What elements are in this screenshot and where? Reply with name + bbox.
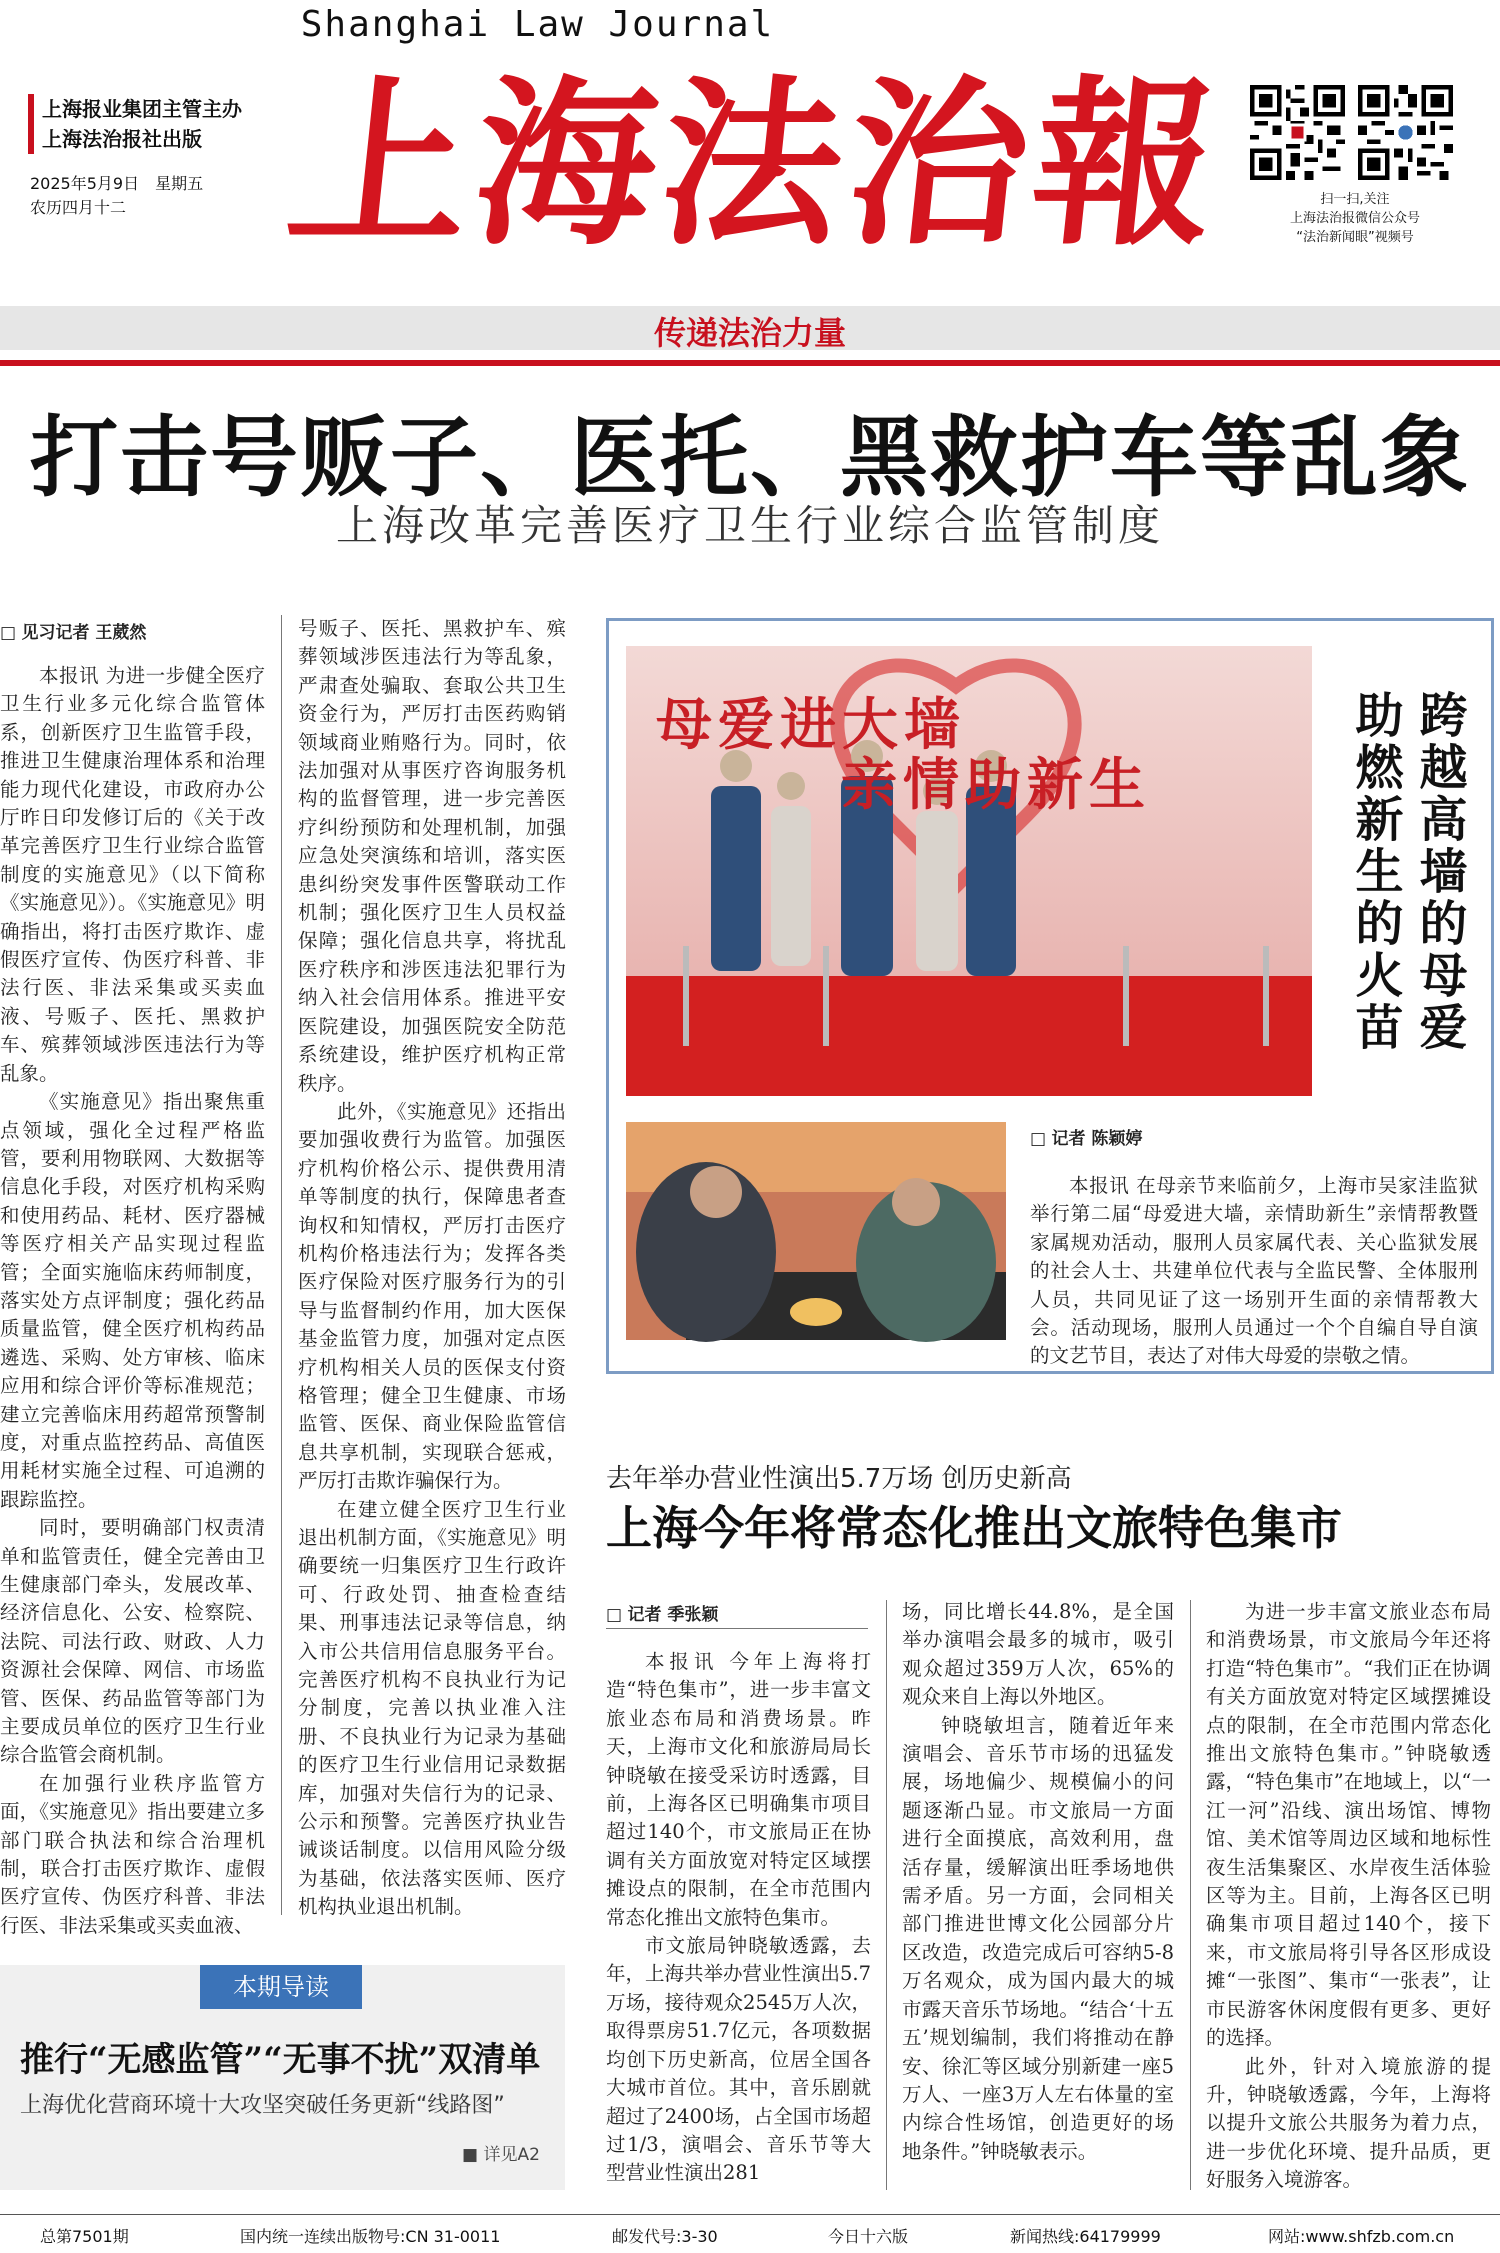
market-column-3 — [1206, 1598, 1491, 2193]
market-headline[interactable]: 上海今年将常态化推出文旅特色集市 — [606, 1501, 1342, 1555]
postal-code: 邮发代号:3-30 — [612, 2227, 718, 2246]
market-column-2 — [902, 1598, 1174, 2193]
lead-column-1 — [0, 662, 265, 1937]
feature-byline: □ 记者 陈颖婷 — [1030, 1124, 1142, 1149]
feature-title[interactable] — [1342, 690, 1472, 1070]
lead-paragraph: 同时，要明确部门权责清单和监管责任，健全完善由卫生健康部门牵头，发展改革、经济信息化、公安、检察院、法院、司法行政、财政、人力资源社会保障、网信、市场监管、医保、药品监管等部门为主要成员单位的医疗卫生行业综合监管会商机制。 — [0, 1516, 265, 1767]
meal-scene-illustration — [626, 1122, 1006, 1340]
market-paragraph: 本报讯 今年上海将打造“特色集市”，进一步丰富文旅业态布局和消费场景。昨天，上海市文化和旅游局局长钟晓敏在接受采访时透露，目前，上海各区已明确集市项目超过140个，市文旅局正在协调有关方面放宽对特定区域摆摊设点的限制，在全市范围内常态化推出文旅特色集市。 — [606, 1650, 871, 1929]
news-hotline: 新闻热线:64179999 — [1010, 2227, 1161, 2246]
qr-caption-line-3: “法治新闻眼”视频号 — [1296, 230, 1414, 245]
market-paragraph: 此外，针对入境旅游的提升，钟晓敏透露，今年，上海将以提升文旅公共服务为着力点，进一步优化环境、提升品质，更好服务入境游客。 — [1206, 2054, 1491, 2192]
guide-headline[interactable]: 推行“无感监管”“无事不扰”双清单 — [20, 2040, 541, 2080]
lead-subhead: 上海改革完善医疗卫生行业综合监管制度 — [335, 501, 1164, 550]
issue-number: 总第7501期 — [40, 2227, 129, 2246]
market-paragraph: 市文旅局钟晓敏透露，去年，上海共举办营业性演出5.7万场，接待观众2545万人次，取得票房51.7亿元，各项数据均创下历史新高，位居全国各大城市首位。其中，音乐剧就超过了2400场，占全国市场超过1/3，演唱会、音乐节等大型营业性演出281 — [606, 1934, 872, 2185]
date-info — [30, 172, 203, 220]
guide-tag: 本期导读 — [200, 1965, 362, 2009]
page-count: 今日十六版 — [828, 2227, 909, 2246]
website-link[interactable]: 网站:www.shfzb.com.cn — [1268, 2227, 1455, 2246]
lunar-date: 农历四月十二 — [30, 198, 127, 217]
footer-rule — [0, 2214, 1500, 2215]
market-byline: □ 记者 季张颖 — [606, 1600, 718, 1625]
qr-caption-line-1: 扫一扫,关注 — [1320, 192, 1390, 207]
column-separator — [1190, 1600, 1191, 2190]
lead-paragraph: 本报讯 为进一步健全医疗卫生行业多元化综合监管体系，创新医疗卫生监管手段，推进卫生健康治理体系和治理能力现代化建设，市政府办公厅昨日印发修订后的《关于改革完善医疗卫生行业综合监管制度的实施意见》（以下简称《实施意见》）。《实施意见》明确指出，将打击医疗欺诈、虚假医疗宣传、伪医疗科普、非法行医、非法采集或买卖血液、号贩子、医托、黑救护车、殡葬领域涉医违法行为等乱象。 — [0, 664, 265, 1085]
photo-banner-text-1: 母爱进大墙 — [656, 692, 966, 758]
feature-body — [1030, 1172, 1478, 1372]
see-page-link[interactable]: ■ 详见A2 — [462, 2145, 540, 2165]
video-channel-qr-code-icon[interactable] — [1358, 85, 1453, 180]
slogan: 传递法治力量 — [653, 314, 846, 352]
lead-paragraph: 在建立健全医疗卫生行业退出机制方面，《实施意见》明确要统一归集医疗卫生行政许可、行政处罚、抽查检查结果、刑事违法记录等信息，纳入市公共信用信息服务平台。完善医疗机构不良执业行为记分制度，完善以执业准入注册、不良执业行为记录为基础的医疗卫生行业信用记录数据库，加强对失信行为的记录、公示和预警。完善医疗执业告诫谈话制度。以信用风险分级为基础，依法落实医师、医疗机构执业退出机制。 — [298, 1497, 566, 1919]
newspaper-name: 上海法治報 — [278, 59, 1232, 270]
english-title: Shanghai Law Journal — [300, 4, 775, 45]
lead-paragraph: 在加强行业秩序监管方面，《实施意见》指出要建立多部门联合执法和综合治理机制，联合打击医疗欺诈、虚假医疗宣传、伪医疗科普、非法行医、非法采集或买卖血液、 — [0, 1771, 265, 1937]
feature-paragraph: 本报讯 在母亲节来临前夕，上海市吴家洼监狱举行第二届“母爱进大墙，亲情助新生”亲情帮教暨家属规劝活动，服刑人员家属代表、关心监狱发展的社会人士、共建单位代表与全监民警、全体服刑人员，共同见证了这一场别开生面的亲情帮教大会。活动现场，服刑人员通过一个个自编自导自演的文艺节目，表达了对伟大母爱的崇敬之情。 — [1030, 1174, 1478, 1368]
byline-rule — [606, 1628, 868, 1629]
qr-caption — [1250, 190, 1460, 247]
market-paragraph: 场，同比增长44.8%，是全国举办演唱会最多的城市，吸引观众超过359万人次，65%的观众来自上海以外地区。 — [902, 1600, 1174, 1709]
lead-column-2 — [298, 615, 566, 1925]
market-kicker: 去年举办营业性演出5.7万场 创历史新高 — [606, 1464, 1072, 1494]
cn-serial-number: 国内统一连续出版物号:CN 31-0011 — [240, 2227, 501, 2246]
lead-paragraph: 号贩子、医托、黑救护车、殡葬领域涉医违法行为等乱象，严肃查处骗取、套取公共卫生资金行为，严厉打击医药购销领域商业贿赂行为。同时，依法加强对从事医疗咨询服务机构的监督管理，进一步完善医疗纠纷预防和处理机制，加强应急处突演练和培训，落实医患纠纷突发事件医警联动工作机制；强化医疗卫生人员权益保障；强化信息共享，将扰乱医疗秩序和涉医违法犯罪行为纳入社会信用体系。推进平安医院建设，加强医院安全防范系统建设，维护医疗机构正常秩序。 — [298, 617, 566, 1095]
feature-title-line-2: 助燃新生的火苗 — [1347, 690, 1403, 1054]
guide-subtitle: 上海优化营商环境十大攻坚突破任务更新“线路图” — [20, 2093, 505, 2118]
lead-paragraph: 《实施意见》指出聚焦重点领域，强化全过程严格监管，要利用物联网、大数据等信息化手段，对医疗机构采购和使用药品、耗材、医疗器械等医疗相关产品实现过程监管；全面实施临床药师制度，落实处方点评制度；强化药品质量监管，健全医疗机构药品遴选、采购、处方审核、临床应用和综合评价等标准规范；建立完善临床用药超常预警制度，对重点监控药品、高值医用耗材实施全过程、可追溯的跟踪监控。 — [0, 1090, 265, 1511]
feature-title-line-1: 跨越高墙的母爱 — [1411, 690, 1467, 1054]
family-meal-photo[interactable] — [626, 1122, 1006, 1340]
column-separator — [281, 615, 282, 1915]
lead-byline: □ 见习记者 王葳然 — [0, 618, 146, 643]
wechat-qr-code-icon[interactable] — [1250, 85, 1345, 180]
market-column-1 — [606, 1648, 871, 2193]
masthead-divider — [0, 360, 1500, 366]
qr-caption-line-2: 上海法治报微信公众号 — [1289, 211, 1420, 226]
market-paragraph: 为进一步丰富文旅业态布局和消费场景，市文旅局今年还将打造“特色集市”。“我们正在协调有关方面放宽对特定区域摆摊设点的限制，在全市范围内常态化推出文旅特色集市。”钟晓敏透露，“特色集市”在地域上，以“一江一河”沿线、演出场馆、博物馆、美术馆等周边区域和地标性夜生活集聚区、水岸夜生活体验区等为主。目前，上海各区已明确集市项目超过140个，接下来，市文旅局将引导各区形成设摊“一张图”、集市“一张表”，让市民游客休闲度假有更多、更好的选择。 — [1206, 1600, 1491, 2050]
publisher-line-1: 上海报业集团主管主办 — [42, 97, 242, 121]
photo-banner-text-2: 亲情助新生 — [841, 752, 1151, 818]
publisher-info — [28, 94, 242, 154]
publisher-line-2: 上海法治报社出版 — [42, 127, 202, 151]
column-separator — [886, 1600, 887, 2190]
lead-headline[interactable]: 打击号贩子、医托、黑救护车等乱象 — [29, 405, 1470, 509]
market-paragraph: 钟晓敏坦言，随着近年来演唱会、音乐节市场的迅猛发展，场地偏少、规模偏小的问题逐渐凸显。市文旅局一方面进行全面摸底，高效利用，盘活存量，缓解演出旺季场地供需矛盾。另一方面，会同相关部门推进世博文化公园部分片区改造，改造完成后可容纳5-8万名观众，成为国内最大的城市露天音乐节场地。“结合‘十五五’规划编制，我们将推动在静安、徐汇等区域分别新建一座5万人、一座3万人左右体量的室内综合性场馆，创造更好的场地条件。”钟晓敏表示。 — [902, 1713, 1174, 2163]
issue-date: 2025年5月9日 星期五 — [30, 174, 204, 193]
mother-day-event-photo[interactable] — [626, 646, 1312, 1096]
lead-paragraph: 此外，《实施意见》还指出要加强收费行为监管。加强医疗机构价格公示、提供费用清单等制度的执行，保障患者查询权和知情权，严厉打击医疗机构价格违法行为；发挥各类医疗保险对医疗服务行为的引导与监督制约作用，加大医保基金监管力度，加强对定点医疗机构相关人员的医保支付资格管理；健全卫生健康、市场监管、医保、商业保险监管信息共享机制，实现联合惩戒，严厉打击欺诈骗保行为。 — [298, 1099, 566, 1493]
